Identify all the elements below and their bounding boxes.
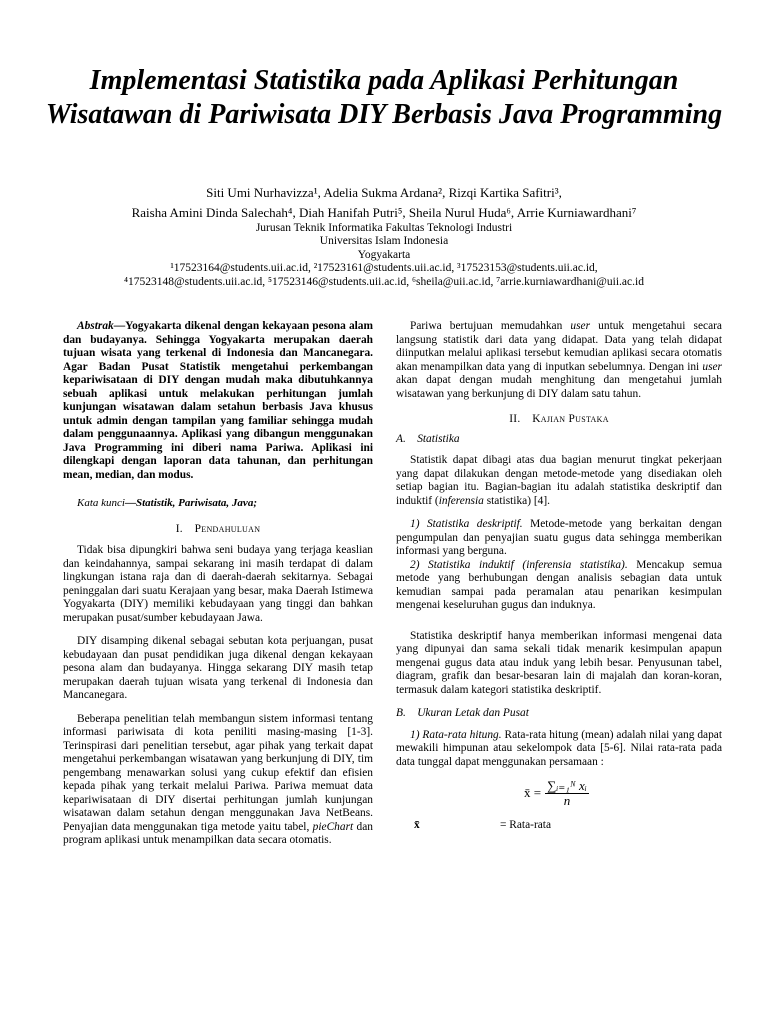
intro-p4-text-a: Pariwa bertujuan memudahkan xyxy=(410,320,571,332)
statistika-paragraph-2: Statistika deskriptif hanya memberikan informasi mengenai data yang dipunyai dan sama sekali tidak menarik kesimpulan apapun mengenai gugus data atau induk yang lebih besar. Penyusunan tabel, diagram, grafik dan besar-besaran lain di majalah dan koran-koran, termasuk dalam kategori statistika deskriptif. xyxy=(396,629,722,696)
item-induktif-text: Mencakup semua metode yang berhubungan dengan analisis sebagian data untuk kemudian sampai pada peramalan atau penarikan kesimpulan mengenai keseluruhan gugus dan induknya. xyxy=(396,558,723,611)
subsection-heading-ukuran-letak: B. Ukuran Letak dan Pusat xyxy=(396,707,529,719)
section-heading-pendahuluan: I. Pendahuluan xyxy=(175,522,261,535)
abstract xyxy=(63,320,373,482)
definition-text: = Rata-rata xyxy=(500,819,552,831)
intro-p3-emphasis: pieChart xyxy=(312,820,354,833)
subsection-heading-statistika: A. Statistika xyxy=(396,432,460,445)
abstract-lead: Abstrak xyxy=(77,320,114,332)
formula-denominator: n xyxy=(563,792,571,808)
intro-p4-emphasis-1: user xyxy=(570,320,591,332)
statistika-p1-end: statistika) [4]. xyxy=(483,494,550,507)
keywords xyxy=(63,497,373,511)
intro-p4-text-c: akan dapat dengan mudah menghitung dan mengetahui jumlah wisatawan yang berkunjung di DIY dalam satu tahun. xyxy=(396,374,722,400)
definition-symbol: x̄ xyxy=(414,819,420,831)
abstract-text: —Yogyakarta dikenal dengan kekayaan pesona alam dan budayanya. Sehingga Yogyakarta merupakan daerah tujuan wisata yang terkenal di Indonesia dan Mancanegara. Agar Badan Pusat Statistik mengetahui perkembangan kepariwisataan di DIY dengan mudah maka dibutuhkannya sebuah aplikasi untuk melakukan perhitungan jumlah kunjungan wisatawan dalam setahun berbasis Java khusus untuk admin dengan tampilan yang familiar sehingga mudah dalam penggunaannya. Aplikasi yang dibangun menggunakan Java Programming ini diberi nama Pariwa. Aplikasi ini dilengkapi dengan laporan data tahunan, dan perhitungan mean, median, dan modus. xyxy=(63,320,373,481)
item-rata-rata-text: Rata-rata hitung (mean) adalah nilai yang dapat mewakili himpunan atau sekelompok data [5-6]. Nilai rata-rata pada data tunggal dapat menggunakan persamaan : xyxy=(396,728,723,768)
intro-paragraph-3 xyxy=(63,713,373,848)
statistika-item-induktif xyxy=(396,559,722,613)
affiliation-univ: Universitas Islam Indonesia xyxy=(319,235,449,248)
affiliation-city: Yogyakarta xyxy=(357,248,411,261)
keywords-text: —Statistik, Pariwisata, Java; xyxy=(124,497,257,509)
author-emails-line-1: ¹17523164@students.uii.ac.id, ²17523161@students.uii.ac.id, ³17523153@students.uii.ac.id, xyxy=(170,262,598,275)
statistika-p1-text: Statistik dapat dibagi atas dua bagian menurut tingkat pekerjaan yang dapat dilakukan dengan metode-metode yang disediakan oleh setiap bagian itu. Bagian-bagian itu adalah statistika deskriptif dan induktif ( xyxy=(396,454,722,507)
keywords-lead: Kata kunci xyxy=(77,497,125,509)
paper-title: Implementasi Statistika pada Aplikasi Perhitungan Wisatawan di Pariwisata DIY Berbasis Java Programming xyxy=(45,65,723,130)
left-column xyxy=(63,320,373,848)
intro-p4-emphasis-2: user xyxy=(702,360,722,373)
formula-fraction xyxy=(545,779,589,807)
statistika-paragraph-1 xyxy=(396,454,722,508)
item-deskriptif-lead: 1) Statistika deskriptif. xyxy=(410,518,523,530)
right-column xyxy=(396,320,722,835)
section-heading-kajian-pustaka: II. Kajian Pustaka xyxy=(509,413,609,425)
mean-formula xyxy=(396,779,722,813)
author-list xyxy=(40,183,728,223)
authors-line-2: Raisha Amini Dinda Salechah⁴, Diah Hanifah Putri⁵, Sheila Nurul Huda⁶, Arrie Kurniawardhani⁷ xyxy=(131,205,637,220)
statistika-item-deskriptif xyxy=(396,518,722,559)
intro-p3-text-a: Beberapa penelitian telah membangun sistem informasi tentang informasi pariwisata di kota peniliti masing-masing [1-3]. Terinspirasi dari penelitian tersebut, agar pihak yang terkait dapat mengetahui perkembangan wisatawan yang berkunjung di DIY, tim pengembang menawarkan solusi yang cukup efektif dan efisien kepada pihak yang terkait melalui Pariwa. Pariwa memuat data kepariwisataan di DIY disertai perhitungan jumlah kunjungan wisatawan dalam setahun dengan menggunakan Java NetBeans. Penyajian data menggunakan tiga metode yaitu tabel, xyxy=(63,712,373,833)
item-rata-rata-lead: 1) Rata-rata hitung. xyxy=(410,728,502,741)
item-deskriptif-text: Metode-metode yang berkaitan dengan pengumpulan dan penyajian suatu gugus data sehingga memberikan informasi yang berguna. xyxy=(396,518,722,557)
affiliation-block xyxy=(40,222,728,289)
intro-paragraph-1: Tidak bisa dipungkiri bahwa seni budaya yang terjaga keaslian dan keindahannya, sampai sekarang ini masih terdapat di dalam lingkungan istana raja dan di daerah-daerah sekitarnya. Sebagai peninggalan dari suatu Kerajaan yang besar, maka Daerah Istimewa Yogyakarta (DIY) memiliki kebudayaan yang tinggi dan bahkan merupakan pusat/sumber kebudayaan Jawa. xyxy=(63,544,373,624)
intro-paragraph-4 xyxy=(396,320,722,401)
formula-lhs: x̄ = xyxy=(524,785,542,801)
author-emails-line-2: ⁴17523148@students.uii.ac.id, ⁵17523146@students.uii.ac.id, ⁶sheila@uii.ac.id, ⁷arrie.kurniawardhani@uii.ac.id xyxy=(124,275,644,288)
intro-p4-text-b: untuk mengetahui secara langsung statistik dari data yang didapat. Data yang telah didapat diinputkan melalui aplikasi tersebut kemudian aplikasi secara otomatis akan menampilkan data yang di inputkan sebelumnya. Dengan ini xyxy=(396,320,722,373)
formula-definition-row xyxy=(396,819,722,835)
ukuran-item-rata-rata xyxy=(396,729,722,770)
statistika-p1-emphasis: inferensia xyxy=(438,494,484,507)
authors-line-1: Siti Umi Nurhavizza¹, Adelia Sukma Ardana², Rizqi Kartika Safitri³, xyxy=(206,185,562,200)
formula-numerator: ∑ᵢ₌₁ᴺ xᵢ xyxy=(547,778,587,793)
intro-p3-text-b: dan program aplikasi untuk menampilkan data secara otomatis. xyxy=(63,820,373,846)
item-induktif-lead: 2) Statistika induktif (inferensia statistika). xyxy=(410,558,628,571)
affiliation-dept: Jurusan Teknik Informatika Fakultas Teknologi Industri xyxy=(255,222,513,234)
intro-paragraph-2: DIY disamping dikenal sebagai sebutan kota perjuangan, pusat kebudayaan dan pusat pendidikan juga dikenal dengan kekayaan pesona alam dan budayanya. Hingga sekarang DIY masih tetap merupakan daerah tujuan wisata yang terkenal di Indonesia dan Mancanegara. xyxy=(63,635,373,701)
